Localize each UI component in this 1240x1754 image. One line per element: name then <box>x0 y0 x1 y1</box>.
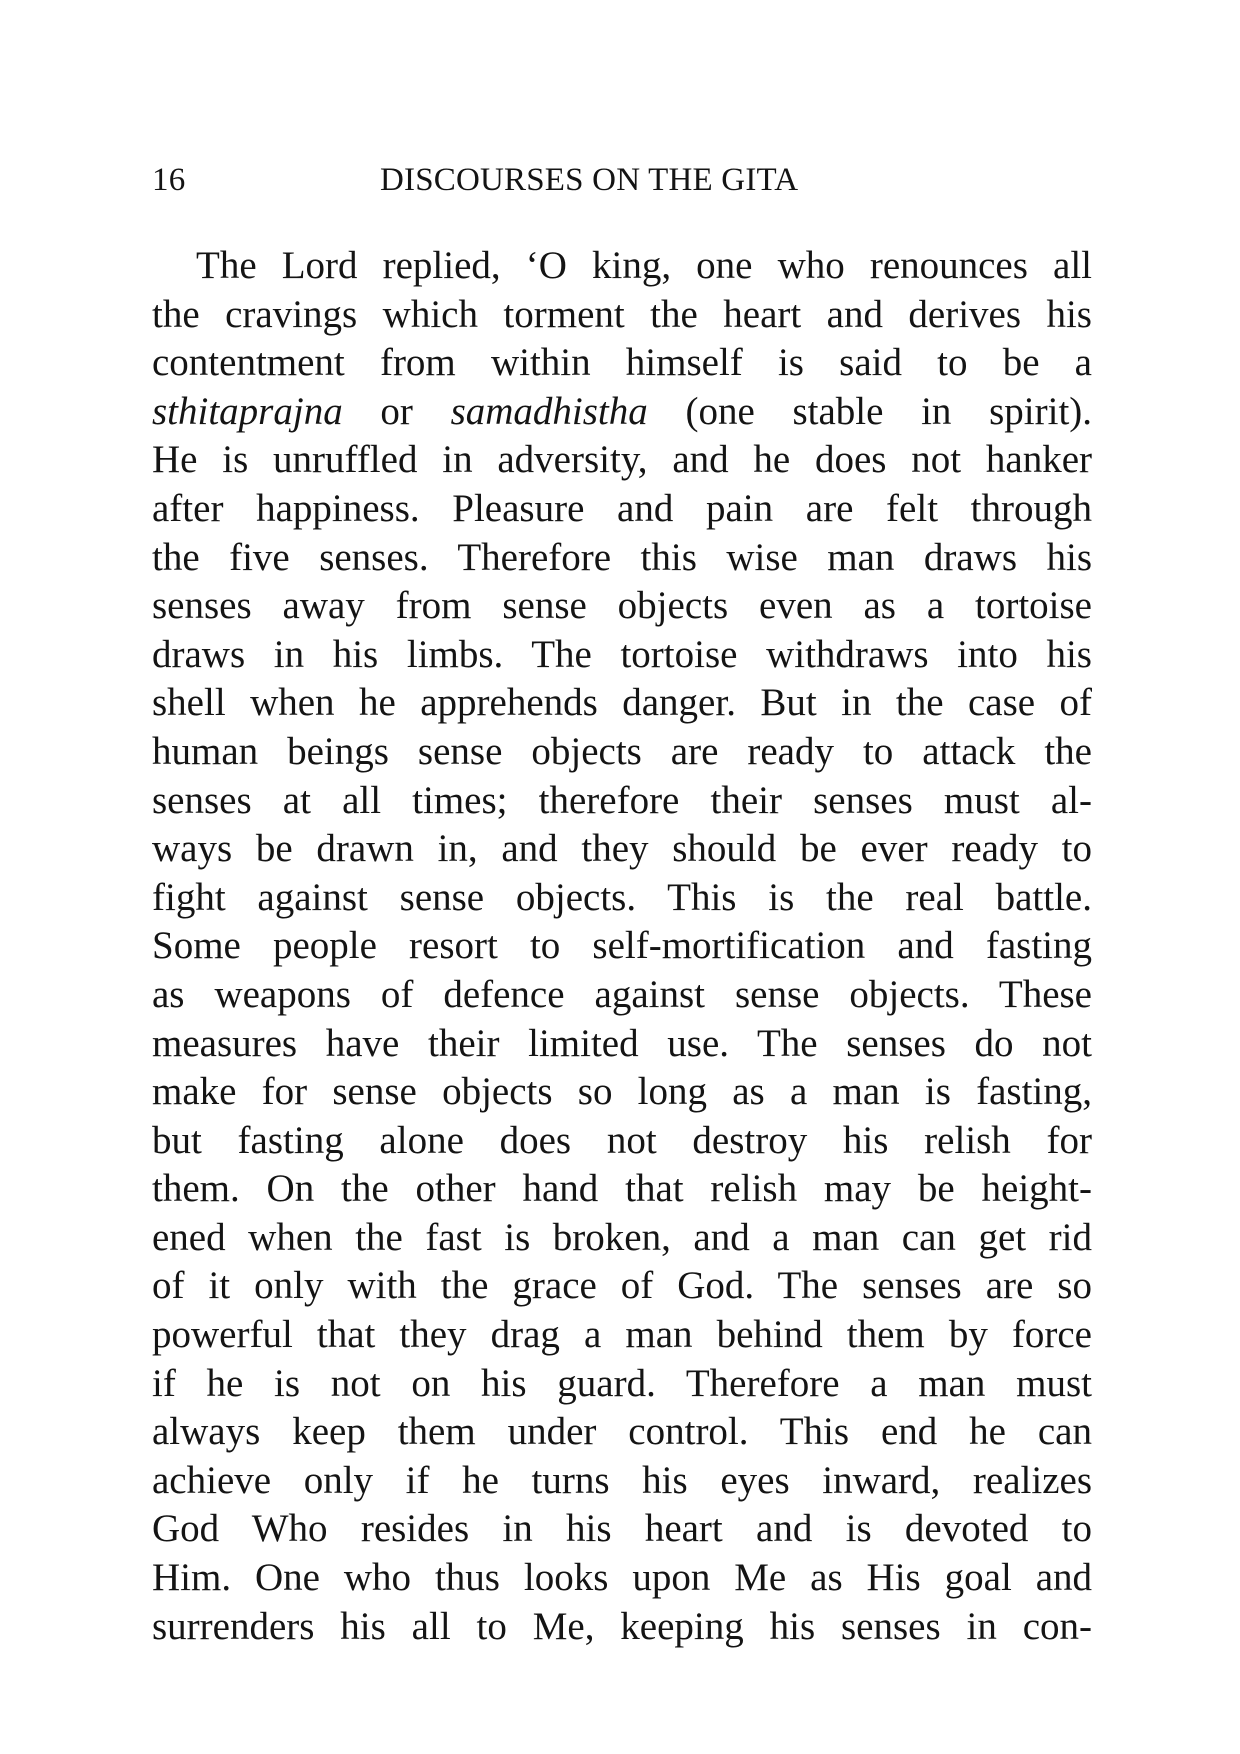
text-line: ways be drawn in, and they should be ever ready to <box>152 827 1092 871</box>
body-paragraph <box>152 242 1092 1651</box>
text-line: shell when he apprehends danger. But in the case of <box>152 681 1092 725</box>
text-line: achieve only if he turns his eyes inward, realizes <box>152 1458 1092 1502</box>
text-line-with-terms <box>152 388 1092 437</box>
book-title: DISCOURSES ON THE GITA <box>380 162 799 198</box>
text-line: measures have their limited use. The senses do not <box>152 1021 1092 1065</box>
text-line: the five senses. Therefore this wise man draws his <box>152 535 1092 579</box>
running-head <box>152 158 1092 202</box>
term-samadhistha: samadhistha <box>450 389 648 433</box>
term-sthitaprajna: sthitaprajna <box>152 389 343 433</box>
text-line: contentment from within himself is said to be a <box>152 341 1092 385</box>
text-line: surrenders his all to Me, keeping his senses in con- <box>152 1604 1092 1648</box>
text-line: God Who resides in his heart and is devoted to <box>152 1507 1092 1551</box>
text-line: if he is not on his guard. Therefore a man must <box>152 1361 1092 1405</box>
text-line: them. On the other hand that relish may be height- <box>152 1167 1092 1211</box>
text-line: the cravings which torment the heart and derives his <box>152 292 1092 336</box>
conjunction-or: or <box>380 389 413 433</box>
text-line: powerful that they drag a man behind them by force <box>152 1313 1092 1357</box>
line-remainder: (one stable in spirit). <box>685 389 1093 433</box>
text-line: draws in his limbs. The tortoise withdraws into his <box>152 632 1092 676</box>
text-line: Him. One who thus looks upon Me as His goal and <box>152 1556 1092 1600</box>
text-line: fight against sense objects. This is the real battle. <box>152 875 1092 919</box>
text-line: always keep them under control. This end he can <box>152 1410 1092 1454</box>
text-line: Some people resort to self-mortification and fasting <box>152 924 1092 968</box>
text-line: but fasting alone does not destroy his relish for <box>152 1118 1092 1162</box>
text-line: He is unruffled in adversity, and he does not hanker <box>152 438 1092 482</box>
text-line: senses at all times; therefore their senses must al- <box>152 778 1092 822</box>
text-line: after happiness. Pleasure and pain are felt through <box>152 486 1092 530</box>
page-number: 16 <box>152 162 186 198</box>
text-line: ened when the fast is broken, and a man can get rid <box>152 1215 1092 1259</box>
text-line: The Lord replied, ‘O king, one who renounces all <box>196 244 1092 287</box>
text-line: make for sense objects so long as a man is fasting, <box>152 1070 1092 1114</box>
text-line: human beings sense objects are ready to attack the <box>152 729 1092 773</box>
text-line: as weapons of defence against sense objects. These <box>152 972 1092 1016</box>
text-line: senses away from sense objects even as a tortoise <box>152 584 1092 628</box>
text-line: of it only with the grace of God. The senses are so <box>152 1264 1092 1308</box>
